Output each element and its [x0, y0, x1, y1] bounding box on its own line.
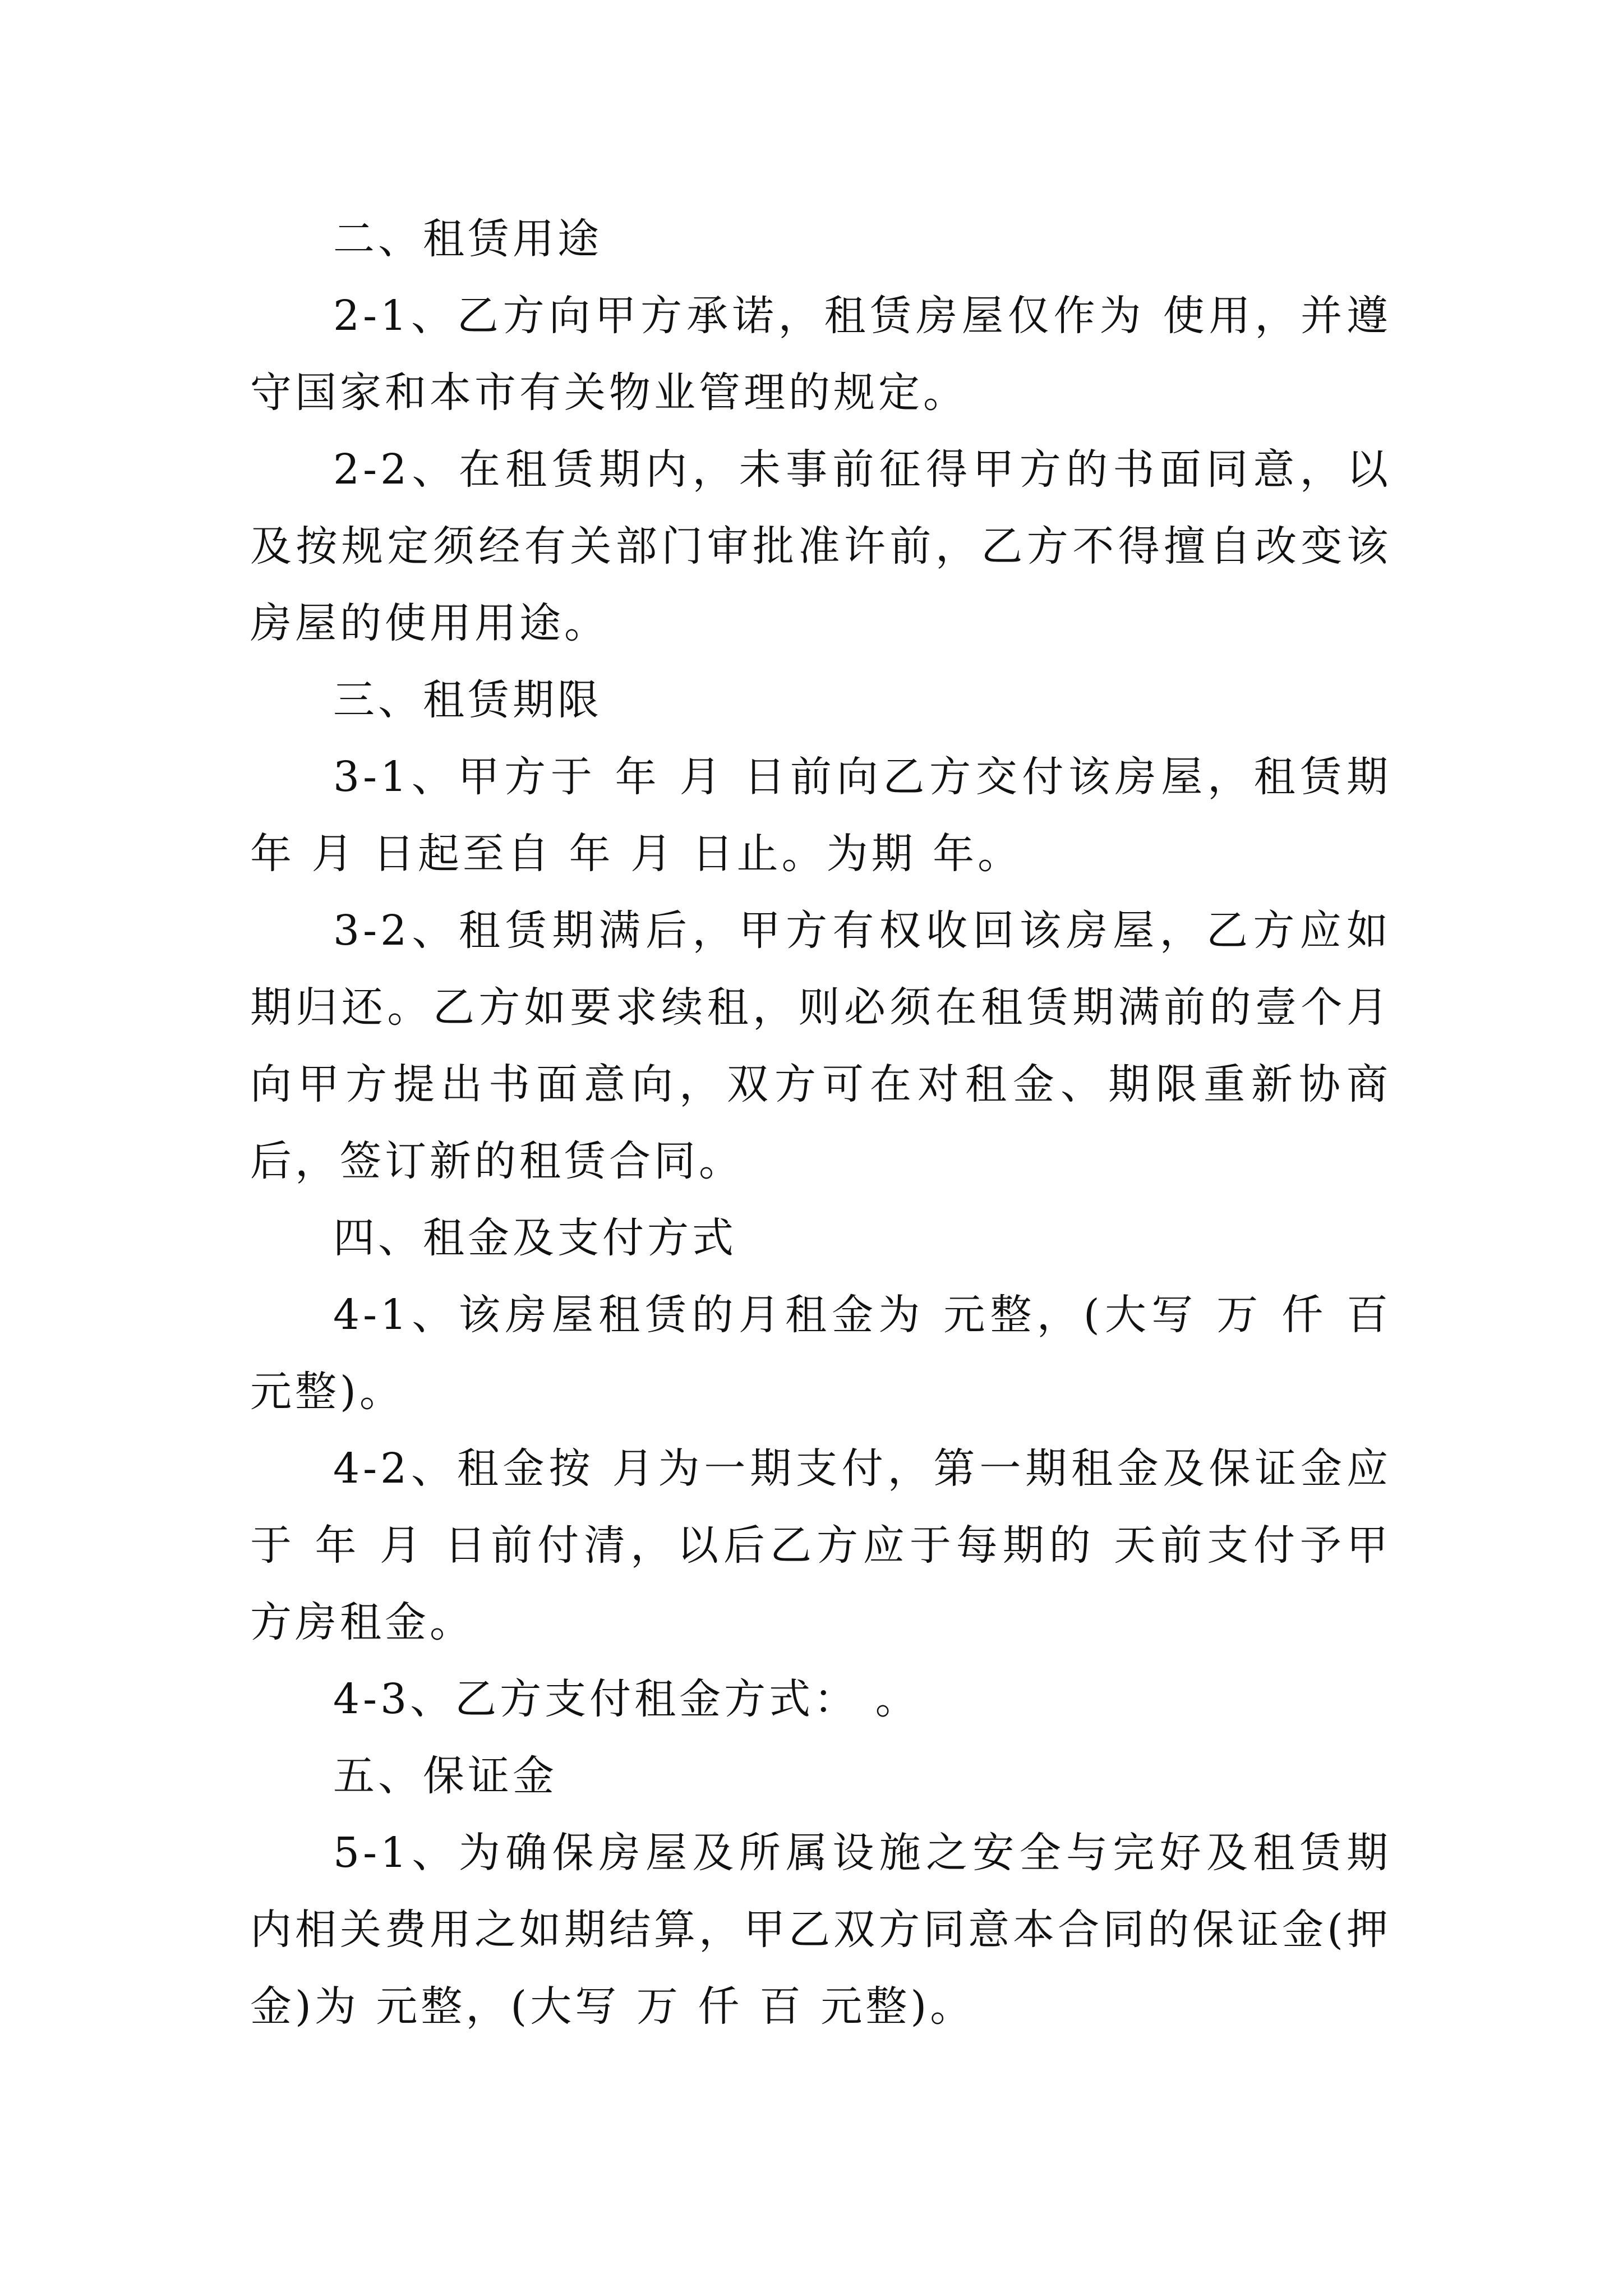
clause-4-2: 4-2、租金按 月为一期支付，第一期租金及保证金应于 年 月 日前付清，以后乙方应于每期的 天前支付予甲方房租金。 [250, 1444, 1391, 1646]
clause-4-1: 4-1、该房屋租赁的月租金为 元整，(大写 万 仟 百 元整)。 [250, 1291, 1391, 1416]
clause-3-2: 3-2、租赁期满后，甲方有权收回该房屋，乙方应如期归还。乙方如要求续租，则必须在租赁期满前的壹个月向甲方提出书面意向，双方可在对租金、期限重新协商后，签订新的租赁合同。 [250, 907, 1391, 1185]
section-heading-2: 二、租赁用途 [333, 215, 602, 263]
document-body [250, 201, 1391, 2045]
section-heading-5: 五、保证金 [333, 1752, 557, 1800]
clause-4-3: 4-3、乙方支付租金方式： 。 [333, 1675, 920, 1723]
section-heading-3: 三、租赁期限 [333, 676, 602, 724]
clause-5-1: 5-1、为确保房屋及所属设施之安全与完好及租赁期内相关费用之如期结算，甲乙双方同意本合同的保证金(押金)为 元整，(大写 万 仟 百 元整)。 [250, 1829, 1391, 2031]
clause-2-2: 2-2、在租赁期内，未事前征得甲方的书面同意，以及按规定须经有关部门审批准许前，乙方不得擅自改变该房屋的使用用途。 [250, 445, 1391, 647]
section-heading-4: 四、租金及支付方式 [333, 1214, 737, 1262]
clause-2-1: 2-1、乙方向甲方承诺，租赁房屋仅作为 使用，并遵守国家和本市有关物业管理的规定。 [250, 292, 1391, 417]
clause-3-1: 3-1、甲方于 年 月 日前向乙方交付该房屋，租赁期 年 月 日起至自 年 月 日止。为期 年。 [250, 753, 1391, 878]
